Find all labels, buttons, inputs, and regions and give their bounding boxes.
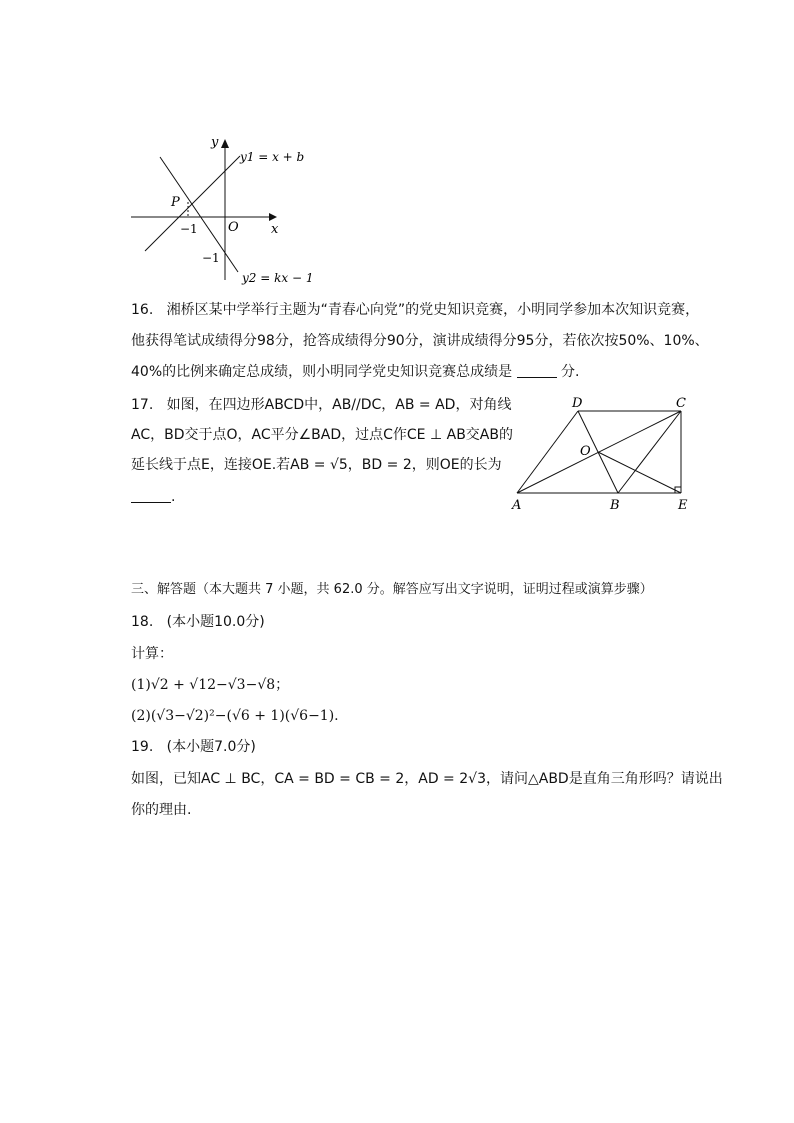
x-axis-arrow <box>269 213 277 221</box>
q17-line1 <box>131 395 511 415</box>
q17-line4 <box>131 487 175 507</box>
q17-text-4: . <box>171 489 176 505</box>
q18-part1 <box>131 675 289 695</box>
q19-text-1: 如图，已知AC ⊥ BC，CA = BD = CB = 2，AD = 2√3，请问△ABD是直角三角形吗？请说出 <box>131 771 723 787</box>
q17-text-3: 延长线于点E，连接OE.若AB = √5，BD = 2，则OE的长为 <box>131 457 502 473</box>
q19-line2 <box>131 800 191 820</box>
q17-text-2: AC，BD交于点O，AC平分∠BAD，过点C作CE ⊥ AB交AB的 <box>131 427 513 443</box>
y-axis-label: y <box>211 135 219 150</box>
segment-oe <box>598 452 681 493</box>
section3-title-text: 三、解答题（本大题共 7 小题，共 62.0 分。解答应写出文字说明，证明过程或演算步骤） <box>131 582 653 597</box>
line2-label: y2 = kx − 1 <box>242 271 314 285</box>
line-y1 <box>145 156 240 251</box>
q17-line2 <box>131 425 513 445</box>
q18-header <box>131 612 265 632</box>
q16-line1 <box>131 300 699 320</box>
q19-score: (本小题7.0分) <box>166 739 256 755</box>
q17-text-1: 如图，在四边形ABCD中，AB//DC，AB = AD，对角线 <box>166 397 512 413</box>
q17-number: 17. <box>131 397 154 413</box>
y-tick-label: −1 <box>202 251 220 265</box>
q18-part2 <box>131 706 339 726</box>
q18-number: 18. <box>131 614 154 630</box>
q16-text-3: 40%的比例来确定总成绩，则小明同学党史知识竞赛总成绩是 <box>131 364 513 380</box>
point-p-label: P <box>171 195 180 210</box>
q18-part1-text: (1)√2 + √12−√3−√8； <box>131 677 290 693</box>
q16-answer-blank[interactable] <box>517 363 557 378</box>
q18-score: (本小题10.0分) <box>166 614 265 630</box>
q19-text-2: 你的理由. <box>131 802 192 818</box>
q16-text-2: 他获得笔试成绩得分98分，抢答成绩得分90分，演讲成绩得分95分，若依次按50%、10%、 <box>131 333 709 349</box>
figure-q17 <box>505 393 705 518</box>
label-c: C <box>676 396 686 411</box>
q16-number: 16. <box>131 302 154 318</box>
q17-line3 <box>131 455 502 475</box>
q18-prompt-text: 计算： <box>131 646 173 662</box>
label-d: D <box>572 396 583 411</box>
q16-line3 <box>131 362 579 382</box>
graph-q16 <box>125 130 325 290</box>
line-y2 <box>160 157 238 272</box>
q19-line1 <box>131 769 723 789</box>
x-axis-label: x <box>271 222 279 237</box>
side-bc <box>618 411 681 493</box>
label-o: O <box>580 444 591 459</box>
y-axis-arrow <box>221 139 229 148</box>
section3-title <box>131 580 653 600</box>
q17-answer-blank[interactable] <box>131 488 171 503</box>
q19-header <box>131 737 256 757</box>
origin-label: O <box>228 220 239 235</box>
side-ad <box>517 411 578 493</box>
x-tick-label: −1 <box>180 222 198 236</box>
q16-text-1: 湘桥区某中学举行主题为“青春心向党”的党史知识竞赛，小明同学参加本次知识竞赛， <box>166 302 700 318</box>
label-a: A <box>512 498 522 513</box>
q19-number: 19. <box>131 739 154 755</box>
label-b: B <box>610 498 620 513</box>
q16-line2 <box>131 331 709 351</box>
line1-label: y1 = x + b <box>240 150 305 164</box>
q18-prompt <box>131 644 173 664</box>
label-e: E <box>678 498 688 513</box>
q16-text-3-post: 分. <box>561 364 580 380</box>
q18-part2-text: (2)(√3−√2)²−(√6 + 1)(√6−1). <box>131 708 339 724</box>
